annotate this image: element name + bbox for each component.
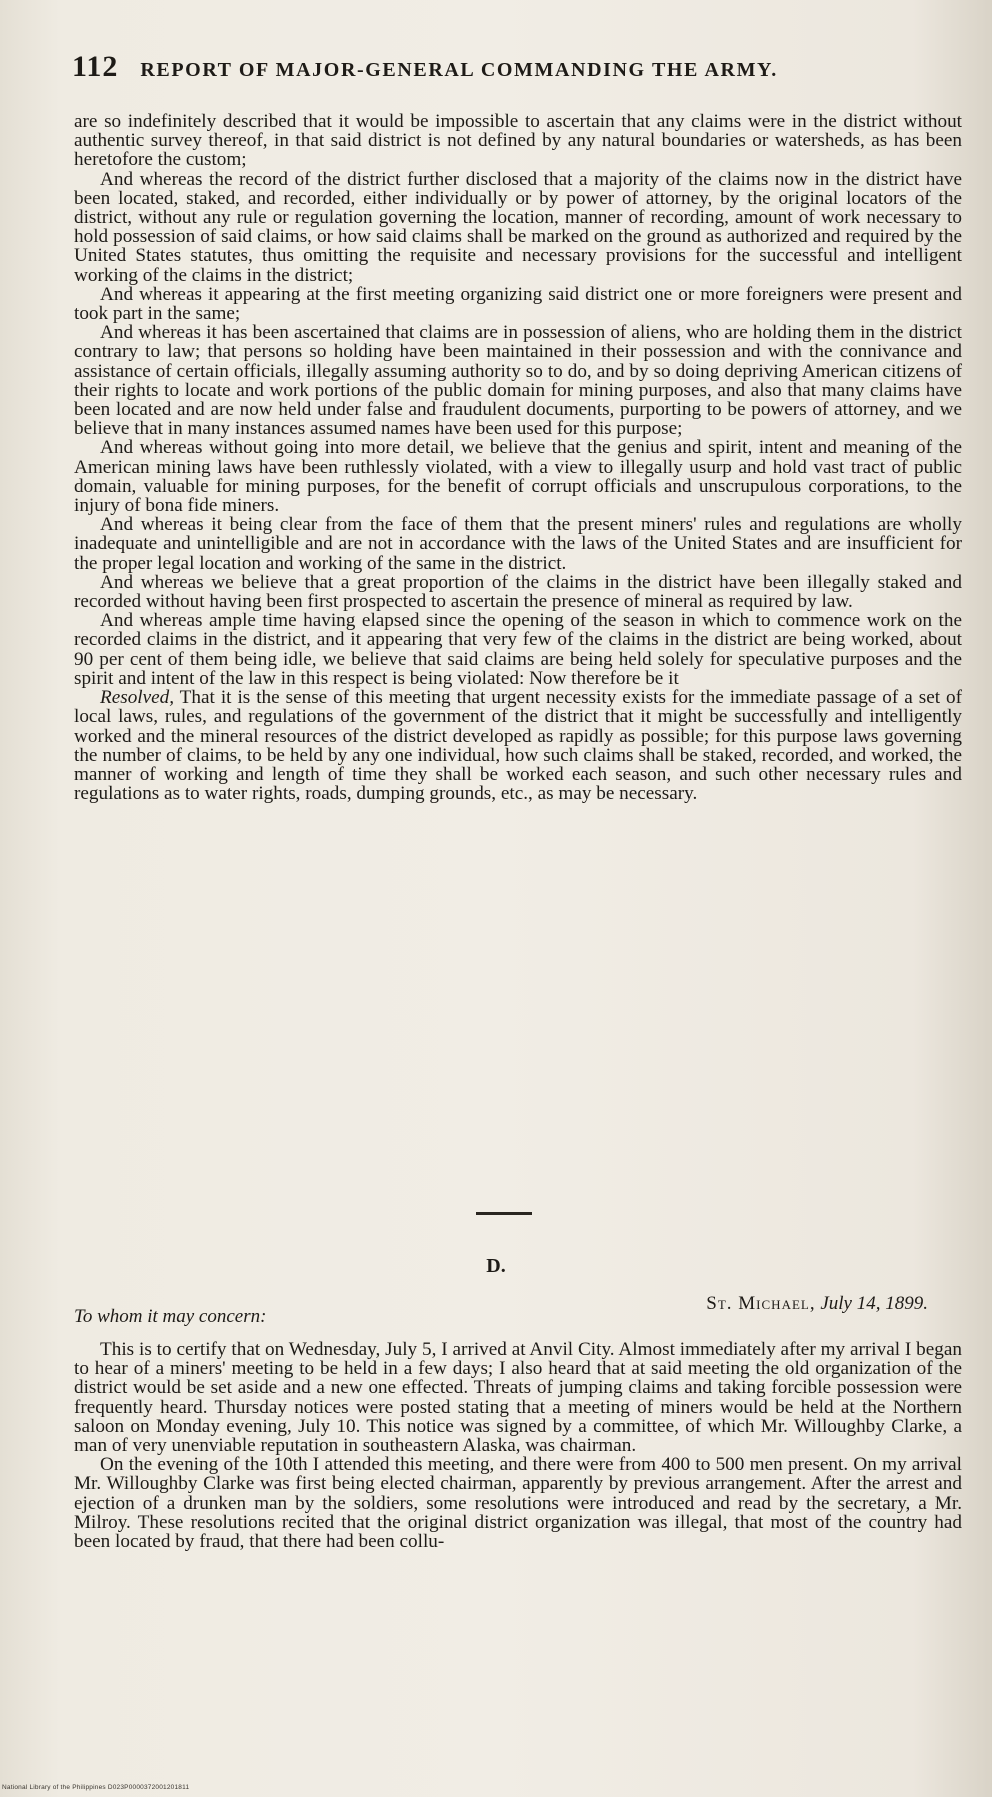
dateline [706, 1293, 928, 1315]
dateline-place: St. Michael, [706, 1293, 816, 1314]
resolved-text: That it is the sense of this meeting that urgent necessity exists for the immediate passage of a set of local laws, rules, and regulations of the government of the district that it might be successfully and intelligently worked and the mineral resources of the district developed as rapidly as possible; for this purpose laws governing the number of claims, to be held by any one individual, how such claims shall be staked, recorded, and worked, the manner of working and length of time they shall be worked each season, and such other necessary rules and regulations as to water rights, roads, dumping grounds, etc., as may be necessary. [74, 687, 962, 805]
scan-footer: National Library of the Philippines D023P0000372001201811 [2, 1784, 190, 1791]
resolution-paragraph: And whereas the record of the district further disclosed that a majority of the claims now in the district have been located, staked, and recorded, either individually or by power of attorney, by the original locators of the district, without any rule or regulation governing the location, manner of recording, amount of work necessary to hold possession of said claims, or how said claims shall be marked on the ground as authorized and required by the United States statutes, thus omitting the requisite and necessary provisions for the successful and intelligent working of the claims in the district; [74, 168, 962, 286]
resolution-paragraph: And whereas without going into more detail, we believe that the genius and spirit, intent and meaning of the American mining laws have been ruthlessly violated, with a view to illegally usurp and hold vast tract of public domain, valuable for mining purposes, for the benefit of corrupt officials and unscrupulous corporations, to the injury of bona fide miners. [74, 437, 962, 517]
resolution-paragraph: And whereas it appearing at the first meeting organizing said district one or more foreigners were present and took part in the same; [74, 283, 962, 325]
resolutions-block [74, 112, 962, 803]
section-heading: D. [486, 1255, 506, 1277]
running-head: REPORT OF MAJOR-GENERAL COMMANDING THE ARMY. [140, 59, 778, 81]
page-header [72, 50, 952, 84]
dateline-date: July 14, 1899. [820, 1293, 928, 1314]
resolution-paragraph: And whereas we believe that a great proportion of the claims in the district have been illegally staked and recorded without having been first prospected to ascertain the presence of mineral as required by law. [74, 571, 962, 613]
resolution-paragraph: are so indefinitely described that it would be impossible to ascertain that any claims were in the district without authentic survey thereof, in that said district is not defined by any natural boundaries or watersheds, as has been heretofore the custom; [74, 111, 962, 171]
certificate-paragraph: On the evening of the 10th I attended this meeting, and there were from 400 to 500 men present. On my arrival Mr. Willoughby Clarke was first being elected chairman, apparently by previous arrangement. After the arrest and ejection of a drunken man by the soldiers, some resolutions were introduced and read by the secretary, a Mr. Milroy. These resolutions recited that the original district organization was illegal, that most of the country had been located by fraud, that there had been collu- [74, 1454, 962, 1553]
resolved-paragraph [74, 688, 962, 803]
resolved-lead: Resolved, [100, 687, 175, 709]
page-number: 112 [72, 50, 119, 83]
resolution-paragraph: And whereas it being clear from the face of them that the present miners' rules and regulations are wholly inadequate and unintelligible and are not in accordance with the laws of the United States and are insufficient for the proper legal location and working of the same in the district. [74, 514, 962, 574]
section-divider [476, 1212, 532, 1215]
certificate-block [74, 1340, 962, 1551]
salutation: To whom it may concern: [74, 1306, 267, 1327]
certificate-paragraph: This is to certify that on Wednesday, July 5, I arrived at Anvil City. Almost immediately after my arrival I began to hear of a miners' meeting to be held in a few days; I also heard that at said meeting the old organization of the district would be set aside and a new one effected. Threats of jumping claims and taking forcible possession were frequently heard. Thursday notices were posted stating that a meeting of miners would be held at the Northern saloon on Monday evening, July 10. This notice was signed by a committee, of which Mr. Willoughby Clarke, a man of very unenviable reputation in southeastern Alaska, was chairman. [74, 1339, 962, 1457]
resolution-paragraph: And whereas it has been ascertained that claims are in possession of aliens, who are holding them in the district contrary to law; that persons so holding have been maintained in their possession and with the connivance and assistance of certain officials, illegally assuming authority so to do, and by so doing depriving American citizens of their rights to locate and work portions of the public domain for mining purposes, and also that many claims have been located and are now held under false and fraudulent documents, purporting to be powers of attorney, and we believe that in many instances assumed names have been used for this purpose; [74, 322, 962, 440]
resolution-paragraph: And whereas ample time having elapsed since the opening of the season in which to commence work on the recorded claims in the district, and it appearing that very few of the claims in the district are being worked, about 90 per cent of them being idle, we believe that said claims are being held solely for speculative purposes and the spirit and intent of the law in this respect is being violated: Now therefore be it [74, 610, 962, 689]
